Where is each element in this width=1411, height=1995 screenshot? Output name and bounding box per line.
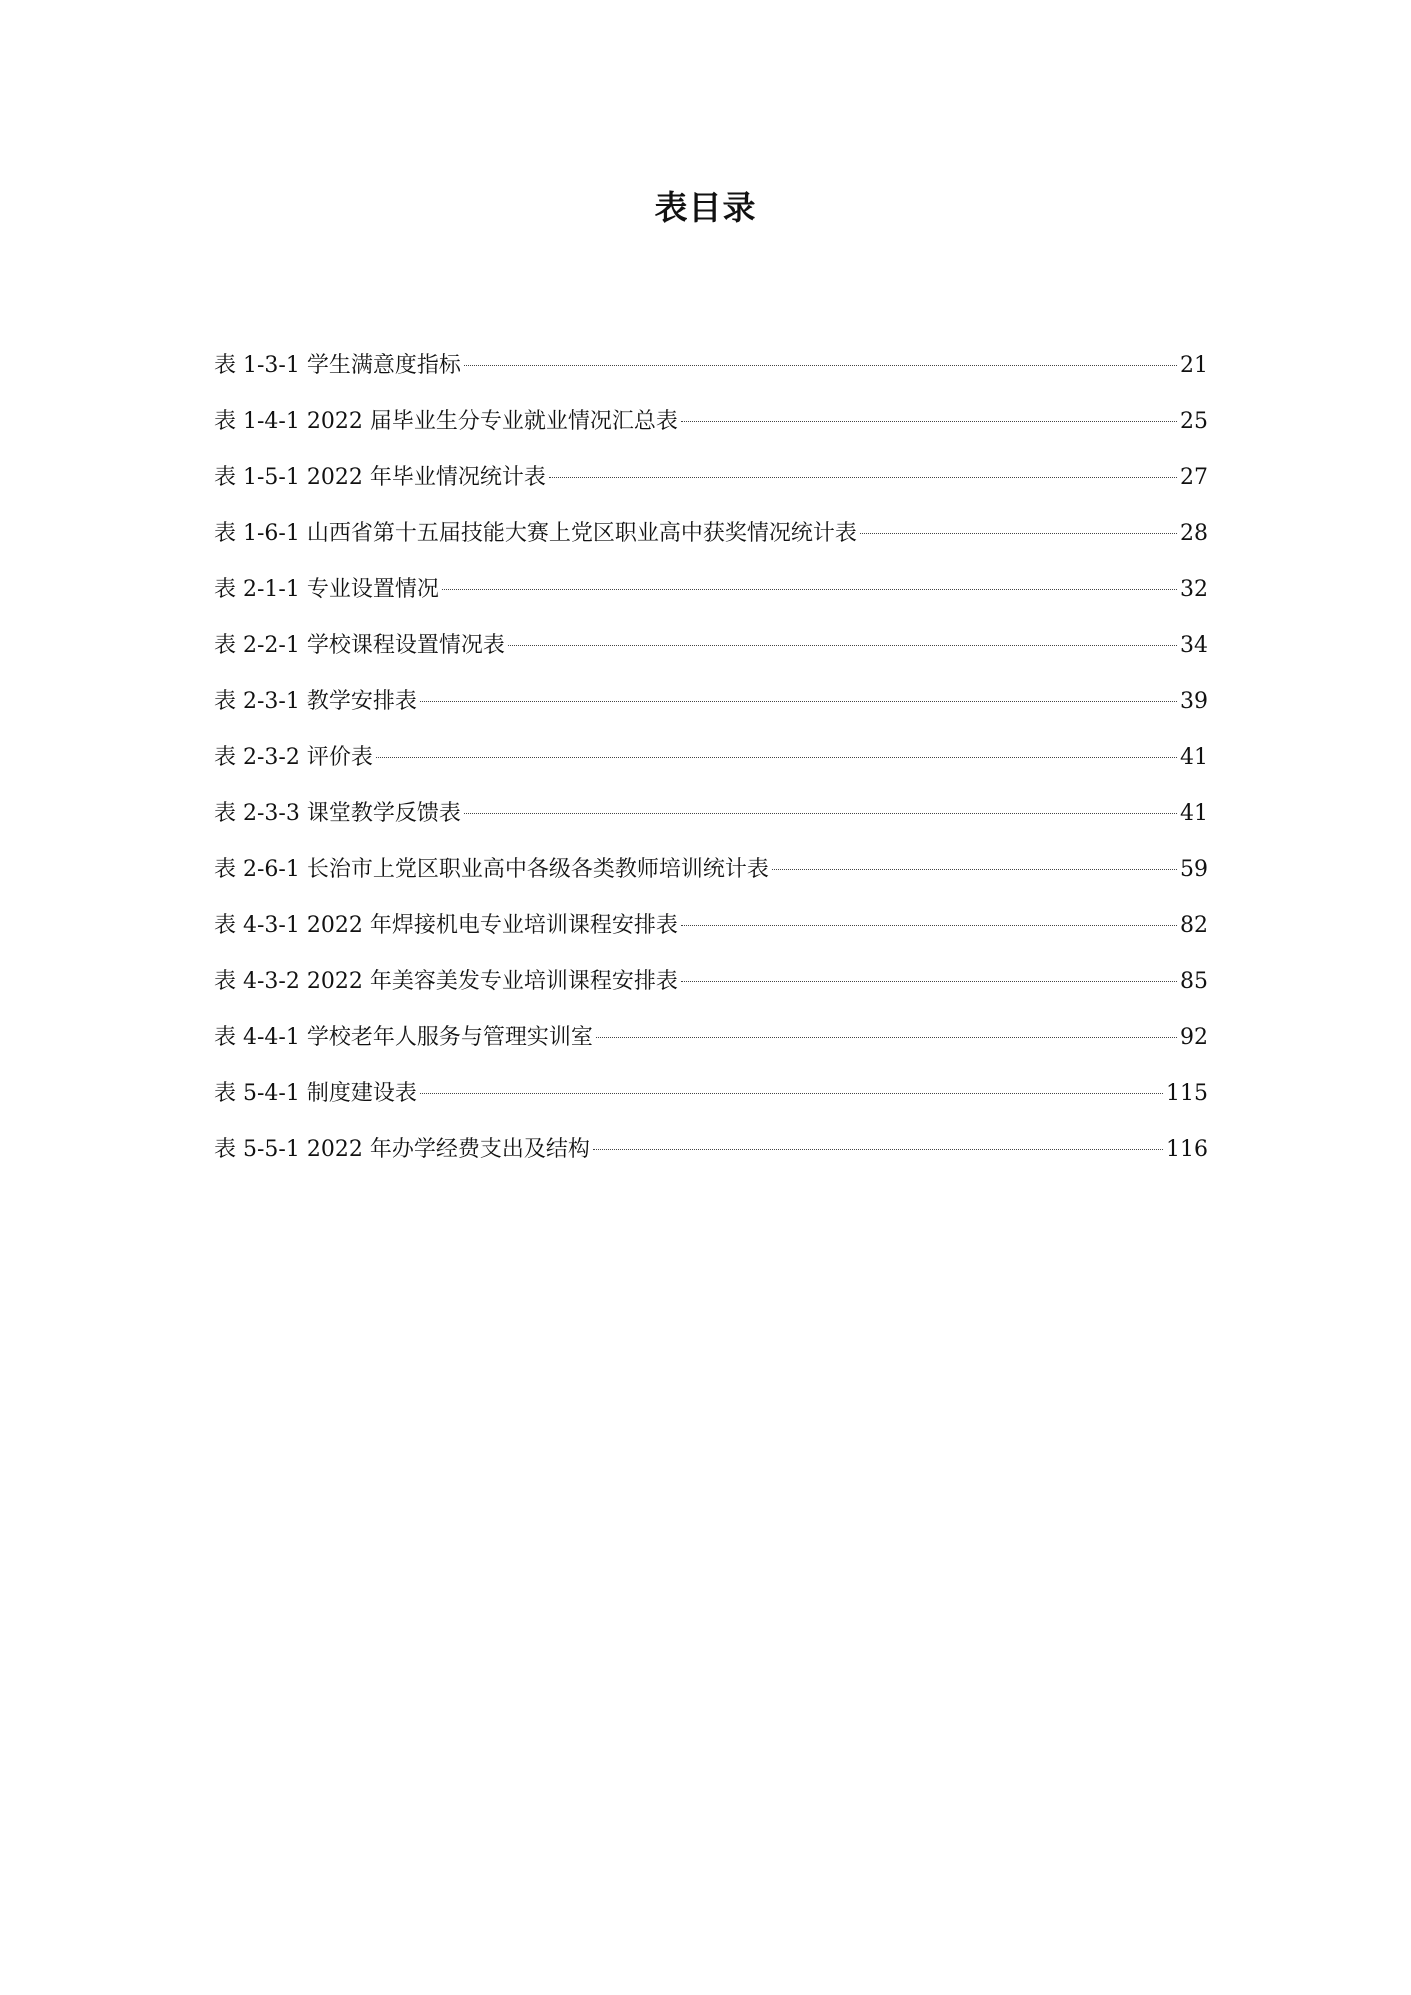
toc-entry[interactable] (214, 626, 1208, 682)
toc-entry-label: 表 2-1-1 专业设置情况 (214, 577, 439, 602)
toc-dot-leader (681, 421, 1177, 422)
toc-entry[interactable] (214, 738, 1208, 794)
toc-entry-page: 41 (1180, 801, 1208, 826)
toc-entry[interactable] (214, 1018, 1208, 1074)
toc-entry-page: 116 (1166, 1137, 1208, 1162)
toc-dot-leader (772, 869, 1177, 870)
toc-entry[interactable] (214, 794, 1208, 850)
toc-entry-page: 21 (1180, 353, 1208, 378)
toc-entry-label: 表 5-5-1 2022 年办学经费支出及结构 (214, 1137, 590, 1162)
toc-dot-leader (420, 1093, 1163, 1094)
table-of-contents (214, 346, 1208, 1186)
toc-dot-leader (508, 645, 1177, 646)
toc-entry-label: 表 2-3-1 教学安排表 (214, 689, 417, 714)
toc-dot-leader (681, 925, 1177, 926)
toc-entry-label: 表 1-6-1 山西省第十五届技能大赛上党区职业高中获奖情况统计表 (214, 521, 857, 546)
toc-entry-label: 表 4-3-2 2022 年美容美发专业培训课程安排表 (214, 969, 678, 994)
toc-entry-page: 115 (1166, 1081, 1208, 1106)
toc-entry-label: 表 2-6-1 长治市上党区职业高中各级各类教师培训统计表 (214, 857, 769, 882)
toc-entry-page: 32 (1180, 577, 1208, 602)
toc-entry[interactable] (214, 458, 1208, 514)
toc-entry-label: 表 4-3-1 2022 年焊接机电专业培训课程安排表 (214, 913, 678, 938)
toc-entry[interactable] (214, 962, 1208, 1018)
toc-entry[interactable] (214, 570, 1208, 626)
toc-entry-page: 39 (1180, 689, 1208, 714)
toc-entry-label: 表 1-4-1 2022 届毕业生分专业就业情况汇总表 (214, 409, 678, 434)
toc-entry-label: 表 1-3-1 学生满意度指标 (214, 353, 461, 378)
toc-entry-page: 41 (1180, 745, 1208, 770)
toc-dot-leader (549, 477, 1177, 478)
toc-entry-label: 表 4-4-1 学校老年人服务与管理实训室 (214, 1025, 593, 1050)
toc-dot-leader (596, 1037, 1177, 1038)
toc-entry-label: 表 2-3-2 评价表 (214, 745, 373, 770)
toc-entry-page: 92 (1180, 1025, 1208, 1050)
toc-entry-page: 34 (1180, 633, 1208, 658)
toc-entry[interactable] (214, 682, 1208, 738)
toc-entry-label: 表 2-2-1 学校课程设置情况表 (214, 633, 505, 658)
toc-entry-label: 表 2-3-3 课堂教学反馈表 (214, 801, 461, 826)
toc-dot-leader (681, 981, 1177, 982)
toc-entry-label: 表 5-4-1 制度建设表 (214, 1081, 417, 1106)
toc-dot-leader (464, 813, 1177, 814)
toc-dot-leader (442, 589, 1177, 590)
toc-dot-leader (420, 701, 1177, 702)
toc-entry[interactable] (214, 850, 1208, 906)
toc-dot-leader (376, 757, 1177, 758)
toc-entry[interactable] (214, 514, 1208, 570)
toc-entry[interactable] (214, 402, 1208, 458)
toc-entry[interactable] (214, 1130, 1208, 1186)
toc-dot-leader (593, 1149, 1163, 1150)
toc-entry-page: 27 (1180, 465, 1208, 490)
page-title: 表目录 (654, 188, 757, 227)
toc-entry-page: 82 (1180, 913, 1208, 938)
toc-entry[interactable] (214, 1074, 1208, 1130)
toc-entry-page: 28 (1180, 521, 1208, 546)
toc-entry-page: 25 (1180, 409, 1208, 434)
toc-entry-page: 59 (1180, 857, 1208, 882)
toc-dot-leader (860, 533, 1177, 534)
toc-entry[interactable] (214, 346, 1208, 402)
toc-entry-page: 85 (1180, 969, 1208, 994)
toc-entry[interactable] (214, 906, 1208, 962)
toc-entry-label: 表 1-5-1 2022 年毕业情况统计表 (214, 465, 546, 490)
toc-dot-leader (464, 365, 1177, 366)
